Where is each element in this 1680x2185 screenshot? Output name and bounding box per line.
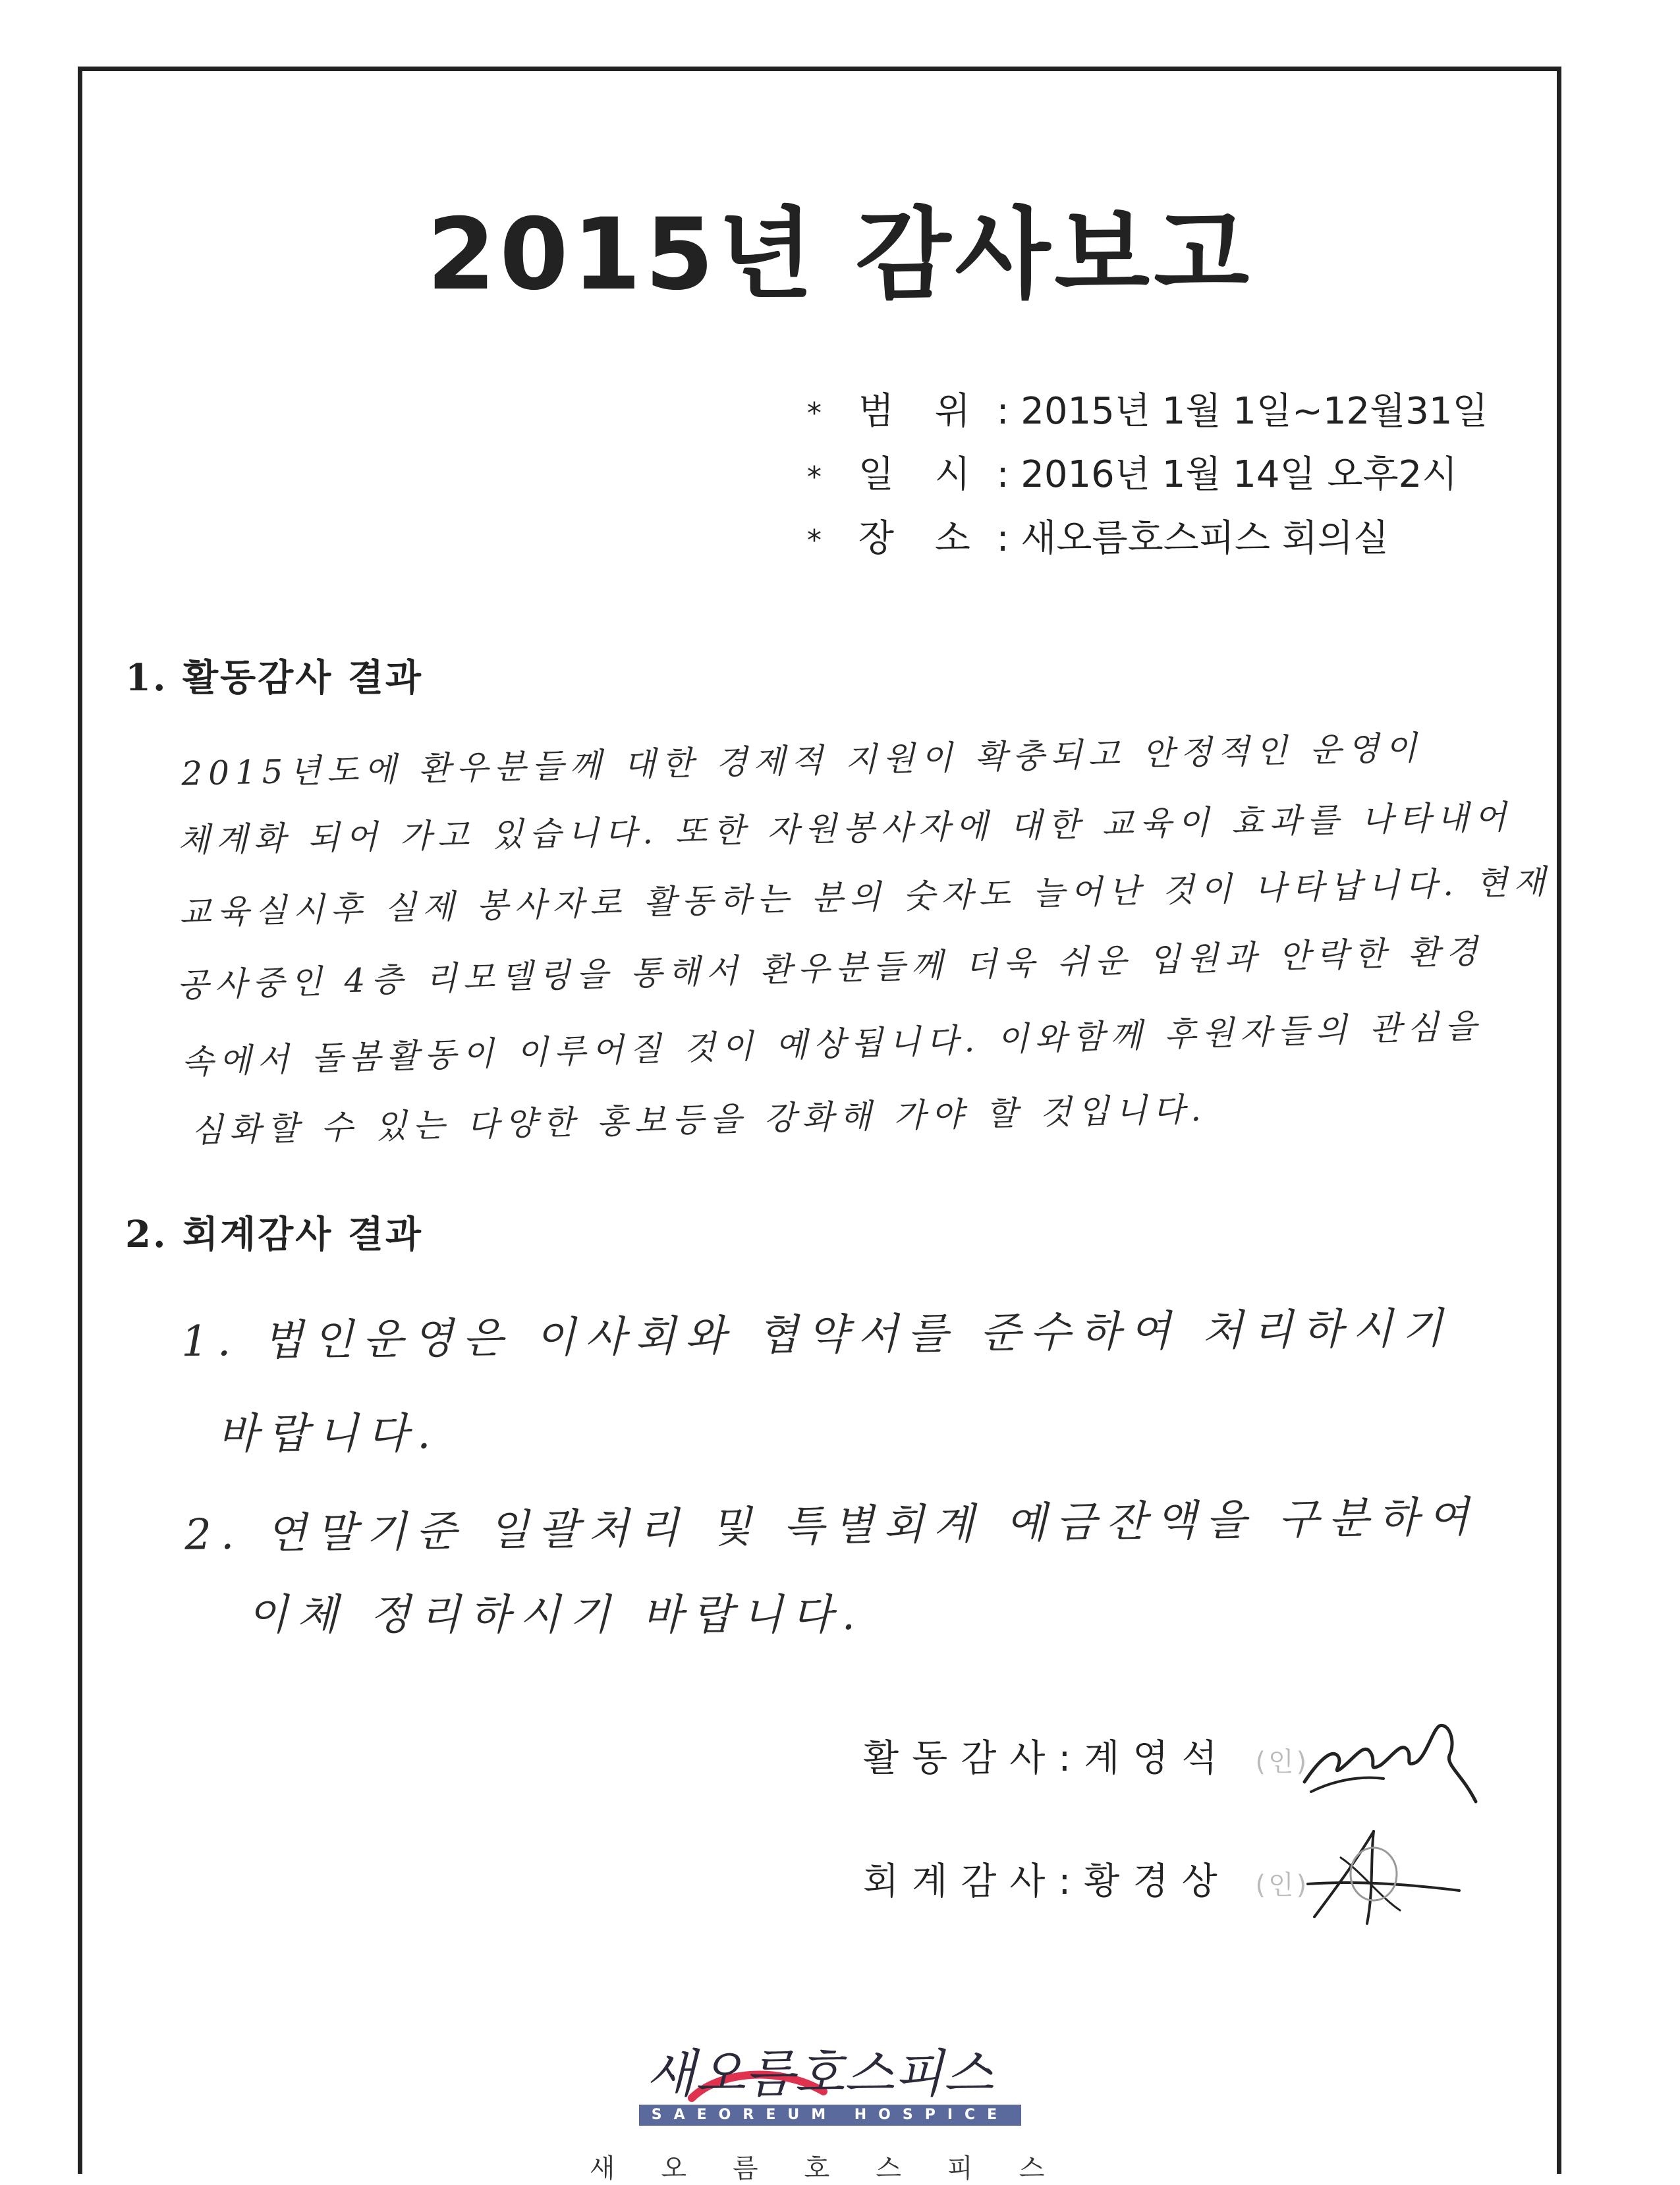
handwritten-line: 체계화 되어 가고 있습니다. 또한 자원봉사자에 대한 교육이 효과를 나타내어 <box>177 798 1513 860</box>
seal-mark: (인) <box>1255 1870 1310 1900</box>
document-title: 2015년 감사보고 <box>426 198 1254 312</box>
signer-name: 황경상 <box>1084 1860 1231 1903</box>
logo-arc-graphic <box>632 2006 1028 2111</box>
meta-label: 범 위 <box>858 390 985 433</box>
signer-name: 계영석 <box>1084 1737 1231 1780</box>
asterisk: * <box>807 460 822 494</box>
handwritten-line: 공사중인 4층 리모델링을 통해서 환우분들께 더욱 쉬운 입원과 안락한 환경 <box>176 932 1484 1005</box>
meta-separator: : <box>996 516 1021 560</box>
meta-value: 2015년 1월 1일~12월31일 <box>1021 390 1488 433</box>
handwritten-line: 이체 정리하시기 바랍니다. <box>247 1591 865 1640</box>
section-heading-activity-audit: 1. 활동감사 결과 <box>125 656 424 700</box>
section-heading-accounting-audit: 2. 회계감사 결과 <box>125 1213 424 1256</box>
seal-mark: (인) <box>1255 1747 1310 1777</box>
meta-separator: : <box>996 390 1021 433</box>
logo-english-bar: SAEOREUM HOSPICE <box>639 2105 1021 2126</box>
handwritten-line: 2. 연말기준 일괄처리 및 특별회계 예금잔액을 구분하여 <box>184 1493 1478 1560</box>
meta-separator: : <box>996 453 1021 497</box>
handwritten-line: 2015년도에 환우분들께 대한 경제적 지원이 확충되고 안정적인 운영이 <box>181 729 1424 793</box>
meta-label: 일 시 <box>858 453 985 497</box>
meta-value: 2016년 1월 14일 오후2시 <box>1021 453 1458 497</box>
asterisk: * <box>807 397 822 431</box>
signature-activity-auditor <box>1291 1703 1489 1815</box>
asterisk: * <box>807 524 822 558</box>
signer-separator: : <box>1058 1737 1084 1780</box>
signer-role: 활동감사 <box>863 1737 1059 1780</box>
handwritten-line: 속에서 돌봄활동이 이루어질 것이 예상됩니다. 이와함께 후원자들의 관심을 <box>181 1007 1483 1082</box>
handwritten-line: 교육실시후 실제 봉사자로 활동하는 분의 숫자도 늘어난 것이 나타납니다. 현재 <box>179 862 1552 932</box>
hospice-logo <box>632 2006 1028 2144</box>
handwritten-line: 바랍니다. <box>217 1410 440 1458</box>
signature-row-activity-auditor <box>863 1729 1309 1782</box>
meta-block <box>807 381 1488 571</box>
signer-separator: : <box>1058 1860 1084 1903</box>
meta-row-scope <box>807 381 1488 444</box>
signer-role: 회계감사 <box>863 1860 1059 1903</box>
handwritten-line: 심화할 수 있는 다양한 홍보등을 강화해 가야 할 것입니다. <box>190 1090 1208 1150</box>
meta-row-datetime <box>807 444 1488 507</box>
signature-row-accounting-auditor <box>863 1852 1309 1905</box>
meta-value: 새오름호스피스 회의실 <box>1021 516 1389 560</box>
logo-bottom-text: 새오름호스피스 <box>589 2153 1091 2184</box>
logo-korean-text: 새오름호스피스 <box>646 2045 994 2104</box>
handwritten-line: 1. 법인운영은 이사회와 협약서를 준수하여 처리하시기 <box>181 1304 1453 1367</box>
meta-label: 장 소 <box>858 516 985 560</box>
meta-row-place <box>807 508 1488 571</box>
signature-accounting-auditor <box>1301 1818 1472 1937</box>
